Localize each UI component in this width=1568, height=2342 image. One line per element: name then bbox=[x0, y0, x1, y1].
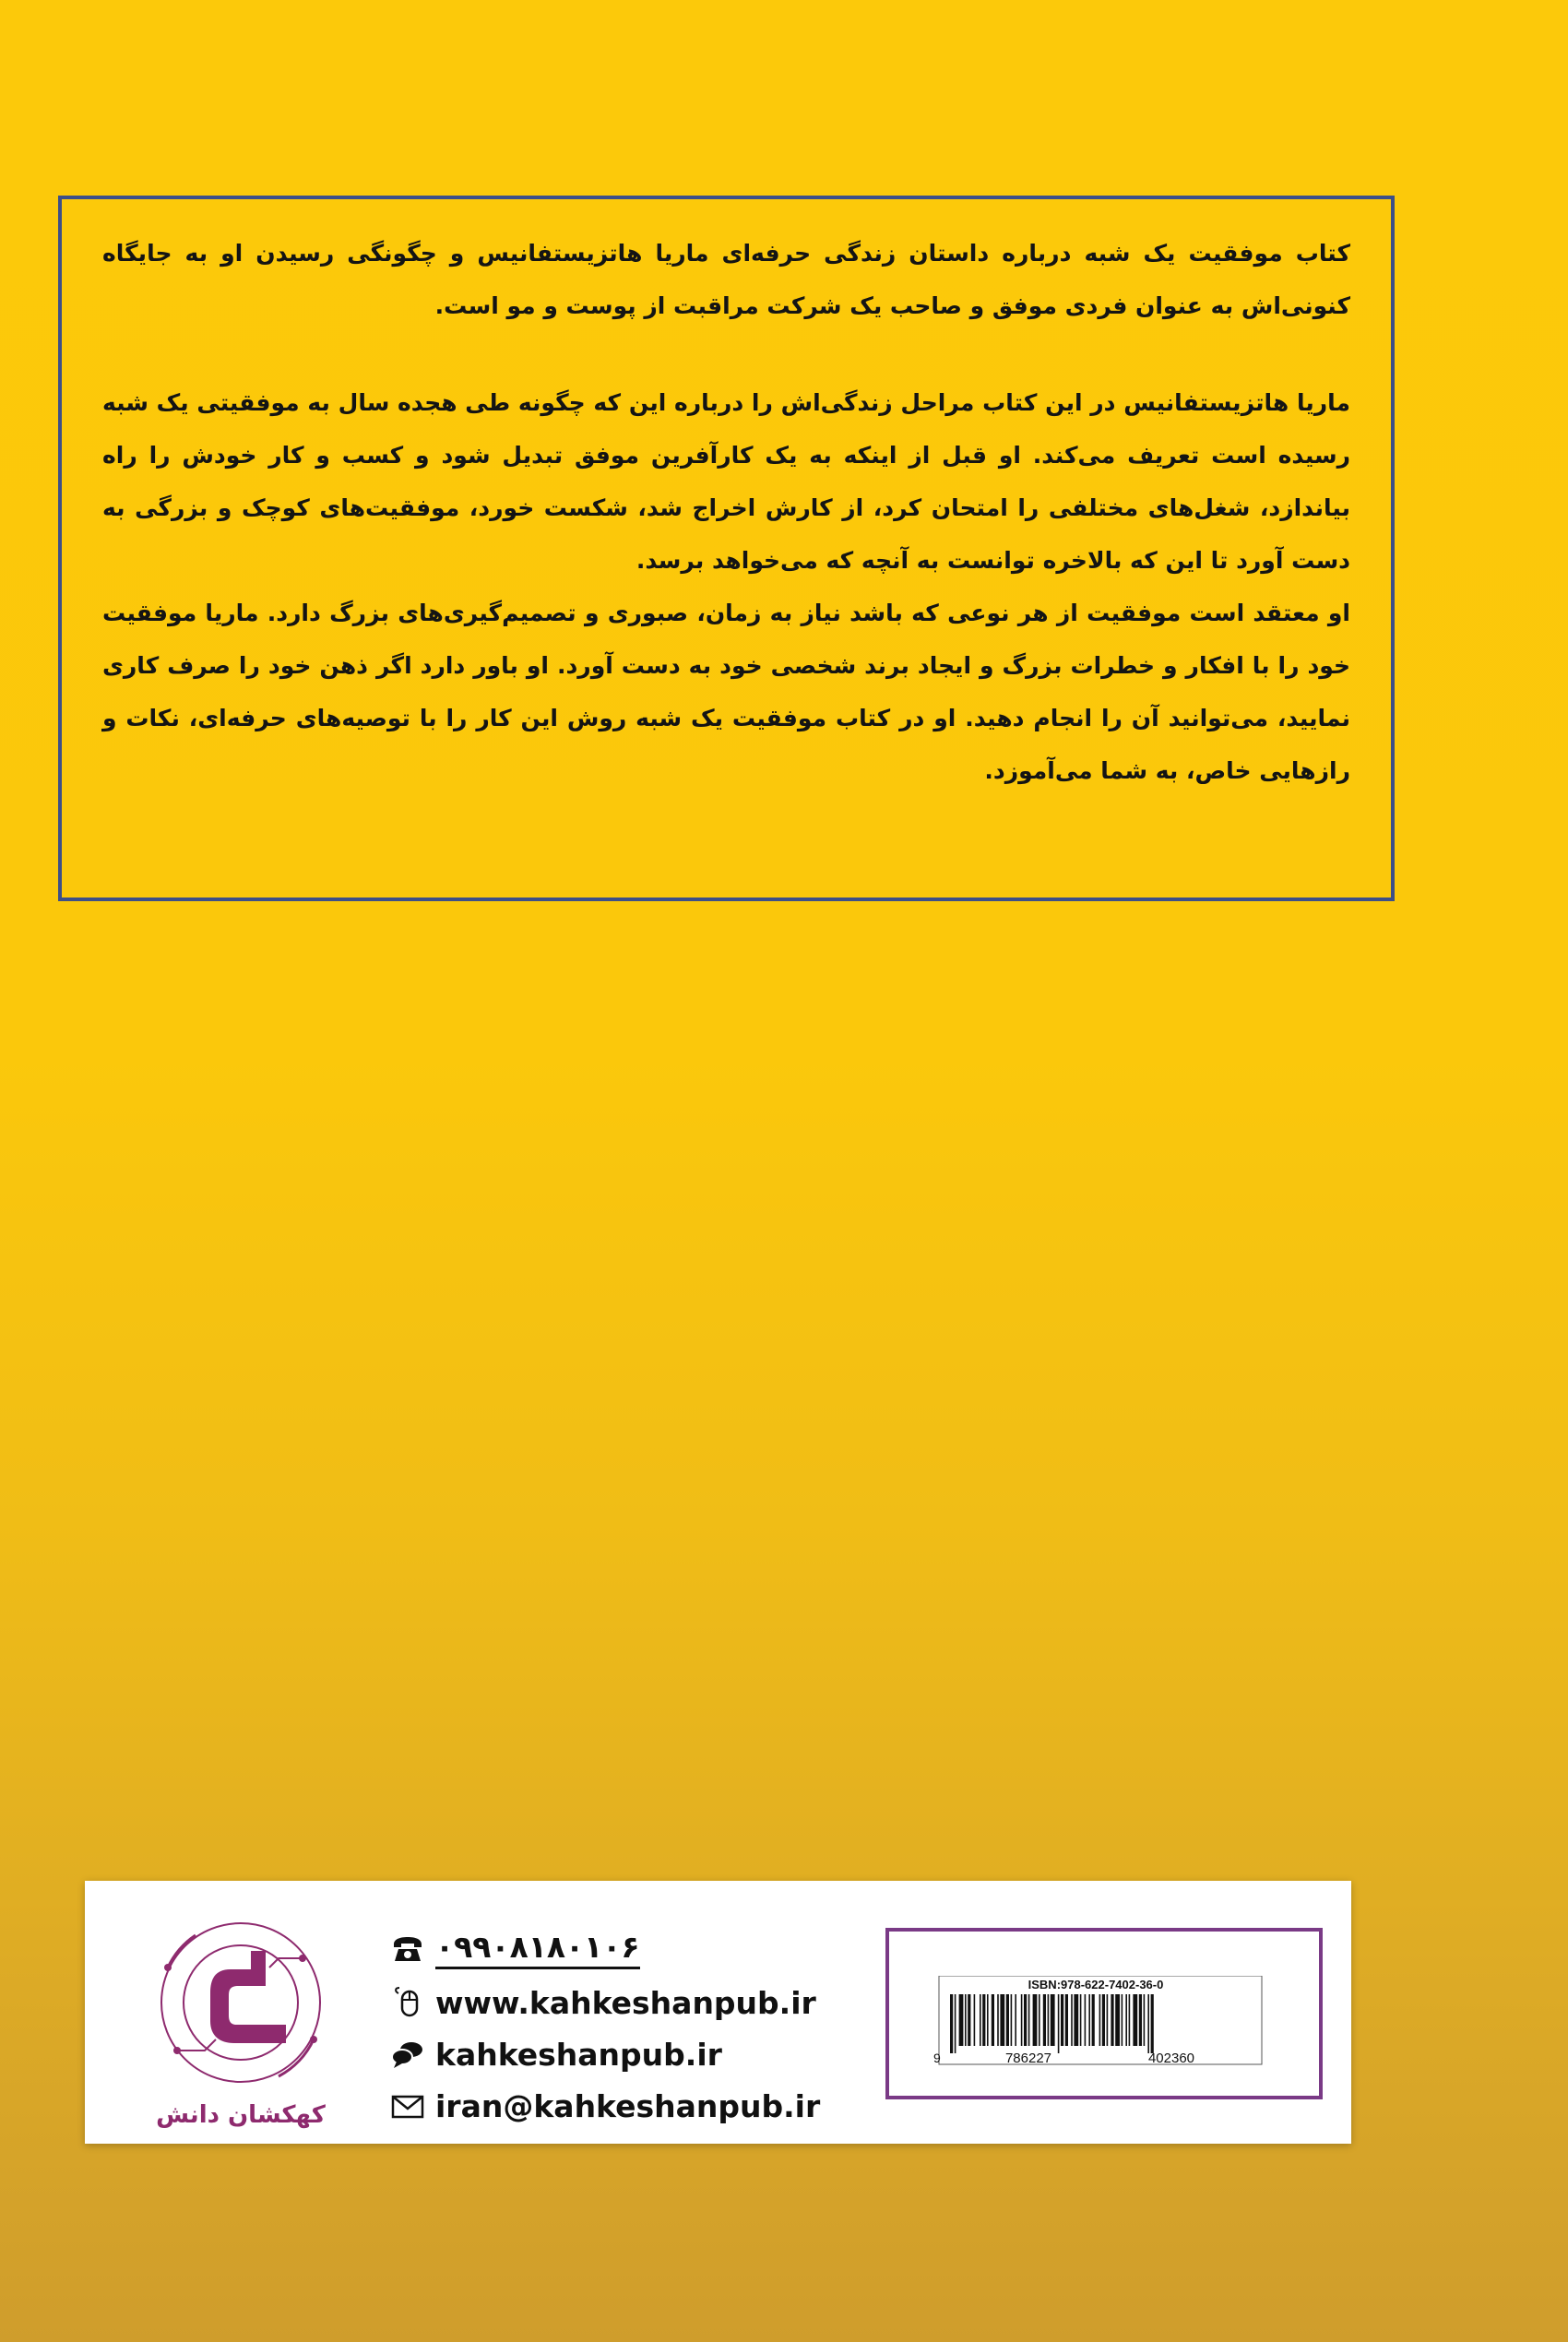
barcode-bar bbox=[1122, 1994, 1123, 2046]
barcode-bar bbox=[1024, 1994, 1027, 2046]
barcode-bar bbox=[1015, 1994, 1016, 2046]
barcode-bar bbox=[1043, 1994, 1046, 2046]
barcode-bar bbox=[1147, 1994, 1149, 2053]
barcode-bar bbox=[1058, 1994, 1060, 2053]
blurb-paragraph-1: کتاب موفقیت یک شبه درباره داستان زندگی حرفه‌ای ماریا هاتزیستفانیس و چگونگی رسیدن او به جایگاه کنونی‌اش به عنوان فردی موفق و صاحب یک شرکت مراقبت از پوست و مو است. bbox=[102, 240, 1350, 319]
publisher-logo bbox=[140, 1912, 341, 2134]
barcode-bar bbox=[1021, 1994, 1023, 2046]
publisher-panel bbox=[85, 1881, 1351, 2144]
contact-list bbox=[391, 1929, 908, 2127]
barcode-bar bbox=[1144, 1994, 1146, 2046]
barcode-bar bbox=[1051, 1994, 1055, 2046]
barcode-bar bbox=[1065, 1994, 1068, 2046]
barcode-bar bbox=[1006, 1994, 1009, 2046]
blurb-paragraph-3: او معتقد است موفقیت از هر نوعی که باشد نیاز به زمان، صبوری و تصمیم‌گیری‌های بزرگ دارد. ماریا موفقیت خود را با افکار و خطرات بزرگ و ایجاد برند شخصی خود به دست آورد. او باور دارد اگر ذهن خود را صرف کاری نمایید، می‌توانید آن را انجام دهید. او در کتاب موفقیت یک شبه روش این کار را با توصیه‌های حرفه‌ای، نکات و رازهایی خاص، به شما می‌آموزد. bbox=[102, 600, 1350, 784]
barcode-bar bbox=[959, 1994, 964, 2046]
barcode-bar bbox=[1129, 1994, 1131, 2046]
email-address[interactable]: iran@kahkeshanpub.ir bbox=[435, 2087, 821, 2124]
barcode-bar bbox=[1039, 1994, 1040, 2046]
barcode-bar bbox=[1061, 1994, 1063, 2046]
barcode-bar bbox=[980, 1994, 981, 2046]
barcode-bar bbox=[1080, 1994, 1082, 2046]
barcode-bar bbox=[1151, 1994, 1154, 2053]
barcode-bar bbox=[1107, 1994, 1109, 2046]
telephone-icon bbox=[391, 1932, 424, 1966]
barcode-right-digits: 402360 bbox=[1147, 2051, 1195, 2066]
isbn-frame bbox=[885, 1928, 1323, 2099]
isbn-label: ISBN:978-622-7402-36-0 bbox=[1028, 1978, 1164, 1991]
barcode-bar bbox=[982, 1994, 985, 2046]
phone-number[interactable]: ۰۹۹۰۸۱۸۰۱۰۶ bbox=[435, 1929, 640, 1969]
logo-text: کهکشان دانش bbox=[156, 2101, 326, 2129]
barcode-bar bbox=[968, 1994, 970, 2046]
barcode-bar bbox=[997, 1994, 999, 2046]
barcode-bar bbox=[1099, 1994, 1101, 2046]
barcode-bar bbox=[1085, 1994, 1087, 2046]
blurb-paragraph-2: ماریا هاتزیستفانیس در این کتاب مراحل زندگی‌اش را درباره این که چگونه طی هجده سال به موفقیتی یک شبه رسیده است تعریف می‌کند. او قبل از اینکه به یک کارآفرین موفق تبدیل شود و کسب و کار خودش را راه بیاندازد، شغل‌های مختلفی را امتحان کرد، از کارش اخراج شد، شکست خورد، موفقیت‌های کوچک و بزرگی به دست آورد تا این که بالاخره توانست به آنچه که می‌خواهد برسد. bbox=[102, 389, 1350, 574]
barcode-bar bbox=[1048, 1994, 1050, 2046]
barcode-lead-digit: 9 bbox=[933, 2051, 941, 2065]
barcode-bar bbox=[955, 1994, 956, 2053]
social-handle[interactable]: kahkeshanpub.ir bbox=[435, 2036, 722, 2073]
barcode-bar bbox=[1000, 1994, 1004, 2046]
barcode-bar bbox=[974, 1994, 976, 2046]
blurb-frame bbox=[58, 196, 1395, 901]
barcode-bar bbox=[1011, 1994, 1013, 2046]
barcode-bar bbox=[1102, 1994, 1105, 2046]
phone-row bbox=[391, 1929, 640, 1969]
website-link[interactable]: www.kahkeshanpub.ir bbox=[435, 1984, 816, 2021]
barcode-bar bbox=[1139, 1994, 1142, 2046]
barcode-left-digits: 786227 bbox=[1004, 2051, 1052, 2066]
barcode-bar bbox=[1088, 1994, 1090, 2046]
envelope-icon bbox=[391, 2089, 424, 2122]
social-row bbox=[391, 2034, 722, 2075]
barcode-bar bbox=[1133, 1994, 1137, 2046]
speech-bubbles-icon bbox=[391, 2038, 424, 2071]
barcode-bar bbox=[1092, 1994, 1095, 2046]
barcode-bar bbox=[1033, 1994, 1038, 2046]
mouse-icon bbox=[391, 1986, 424, 2019]
barcode-bar bbox=[1071, 1994, 1073, 2046]
barcode-bar bbox=[1125, 1994, 1127, 2046]
barcode-bar bbox=[1074, 1994, 1078, 2046]
barcode-bar bbox=[987, 1994, 989, 2046]
website-row bbox=[391, 1982, 816, 2023]
isbn-barcode bbox=[932, 1976, 1264, 2066]
email-row bbox=[391, 2086, 820, 2126]
barcode-bar bbox=[992, 1994, 994, 2046]
barcode-bar bbox=[1111, 1994, 1113, 2046]
barcode-bar bbox=[1115, 1994, 1120, 2046]
barcode-bar bbox=[965, 1994, 967, 2046]
barcode-bar bbox=[950, 1994, 953, 2053]
barcode-bar bbox=[1028, 1994, 1030, 2046]
